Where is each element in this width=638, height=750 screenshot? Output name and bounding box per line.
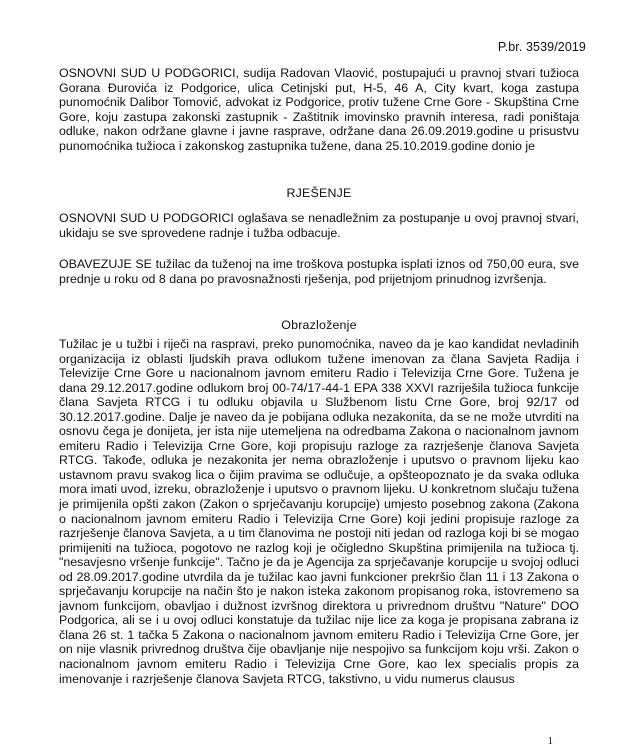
reasoning-body: Tužilac je u tužbi i riječi na raspravi, preko punomoćnika, naveo da je kao kandidat nevladinih organizacija iz oblasti ljudskih prava odlukom tužene imenovan za člana Savjeta Radija i Televizije Crne Gore u nacionalnom javnom emiteru Radio i Televizija Crne Gore. Tužena je dana 29.12.2017.godine odlukom broj 00-74/17-44-1 EPA 338 XXVI razriješila tužioca funkcije člana Savjeta RTCG i tu odluku objavila u Službenom listu Crne Gore, broj 92/17 od 30.12.2017.godine. Dalje je naveo da je pobijana odluka nezakonita, da se ne može utvrditi na osnovu čega je donijeta, jer ista nije utemeljena na odredbama Zakona o nacionalnom javnom emiteru Radio i Televizija Crne Gore, koji propisuju razloge za razrješenje članova Savjeta RTCG. Takođe, odluka je nezakonita jer nema obrazloženje i uputsvo o pravnom lijeku kao ustavnom pravu svakog lica o čijim pravima se odlučuje, a opšteopoznato je da svaka odluka mora imati uvod, izreku, obrazloženje i uputsvo o pravnom lijeku. U konkretnom slučaju tužena je primijenila opšti zakon (Zakon o sprječavanju korupcije) umjesto posebnog zakona (Zakona o nacionalnom javnom emiteru Radio i Televizija Crne Gore) koji jedini propisuje razloge za razrješenje članova Savjeta, a u tim članovima ne postoji niti jedan od razloga koji bi se mogao primijeniti na tužioca, pogotovo ne razlog koji je očigledno Skupština primijenila na tužioca tj. "nesavjesno vršenje funkcije". Tačno je da je Agencija za sprječavanje korupcije u svojoj odluci od 28.09.2017.godine utvrdila da je tužilac kao javni funkcioner prekršio član 11 i 13 Zakona o sprječavanju korupcije na način što je nakon isteka zakonom propisanog roka, istovremeno sa javnom funkcijom, obavljao i dužnost izvršnog direktora u privrednom društvu "Nature" DOO Podgorica, ali se i u ovoj odluci konstatuje da tužilac nije lice za koga je propisana zabrana iz člana 26 st. 1 tačka 5 Zakona o nacionalnom javnom emiteru Radio i Televizija Crne Gore, jer on nije vlasnik privrednog društva čije obavljanje nije nespojivo sa funkcijom koju vrši. Zakon o nacionalnom javnom emiteru Radio i Televizija Crne Gore, kao lex specialis propis za imenovanje i razrješenje članova Savjeta RTCG, takstivno, u vidu numerus clausus [59,337,579,686]
intro-paragraph: OSNOVNI SUD U PODGORICI, sudija Radovan Vlaović, postupajući u pravnoj stvari tužioca Gorana Đurovića iz Podgorice, ulica Cetinjski put, H-5, 46 A, City kvart, koga zastupa punomoćnik Dalibor Tomović, advokat iz Podgorice, protiv tužene Crne Gore - Skupština Crne Gore, koju zastupa zakonski zastupnik - Zaštitnik imovinsko pravnih interesa, radi poništaja odluke, nakon održane glavne i javne rasprave, održane dana 26.09.2019.godine u prisustvu punomoćnika tužioca i zakonskog zastupnika tužene, dana 25.10.2019.godine donio je [59,66,579,153]
page-number: 1 [547,735,553,747]
reasoning-title: Obrazloženje [281,318,357,332]
case-reference: P.br. 3539/2019 [497,40,586,54]
decision-title: RJEŠENJE [286,186,352,200]
decision-paragraph-1: OSNOVNI SUD U PODGORICI oglašava se nenadležnim za postupanje u ovoj pravnoj stvari, ukidaju se sve sprovedene radnje i tužba odbacuje. [59,211,579,240]
decision-paragraph-2: OBAVEZUJE SE tužilac da tuženoj na ime troškova postupka isplati iznos od 750,00 eura, sve prednje u roku od 8 dana po pravosnažnosti rješenja, pod prijetnjom prinudnog izvršenja. [59,257,579,286]
